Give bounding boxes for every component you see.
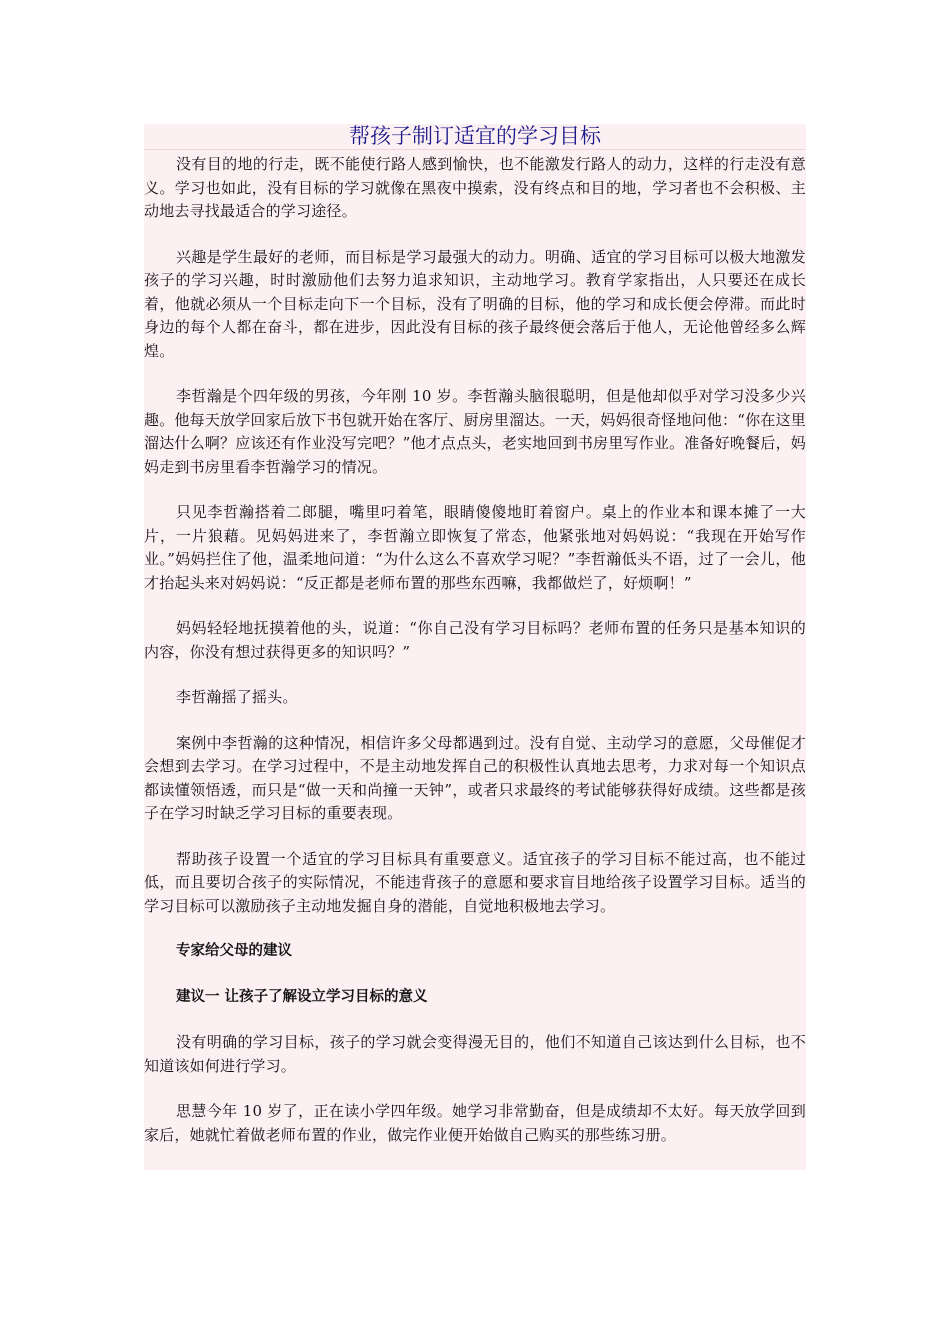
article [144, 124, 806, 1170]
paragraph: 只见李哲瀚搭着二郎腿，嘴里叼着笔，眼睛傻傻地盯着窗户。桌上的作业本和课本摊了一大片，一片狼藉。见妈妈进来了，李哲瀚立即恢复了常态，他紧张地对妈妈说：“我现在开始写作业。”妈妈拦住了他，温柔地问道：“为什么这么不喜欢学习呢？”李哲瀚低头不语，过了一会儿，他才抬起头来对妈妈说：“反正都是老师布置的那些东西嘛，我都做烂了，好烦啊！” [144, 503, 806, 592]
paragraph: 思慧今年 10 岁了，正在读小学四年级。她学习非常勤奋，但是成绩却不太好。每天放学回到家后，她就忙着做老师布置的作业，做完作业便开始做自己购买的那些练习册。 [144, 1102, 806, 1144]
article-body [144, 150, 806, 1147]
document-title: 帮孩子制订适宜的学习目标 [144, 124, 806, 150]
paragraph: 没有明确的学习目标，孩子的学习就会变得漫无目的，他们不知道自己该达到什么目标，也不知道该如何进行学习。 [144, 1033, 806, 1075]
paragraph: 兴趣是学生最好的老师，而目标是学习最强大的动力。明确、适宜的学习目标可以极大地激发孩子的学习兴趣，时时激励他们去努力追求知识，主动地学习。教育学家指出，人只要还在成长着，他就必须从一个目标走向下一个目标，没有了明确的目标，他的学习和成长便会停滞。而此时身边的每个人都在奋斗，都在进步，因此没有目标的孩子最终便会落后于他人，无论他曾经多么辉煌。 [144, 247, 806, 360]
paragraph: 帮助孩子设置一个适宜的学习目标具有重要意义。适宜孩子的学习目标不能过高，也不能过低，而且要切合孩子的实际情况，不能违背孩子的意愿和要求盲目地给孩子设置学习目标。适当的学习目标可以激励孩子主动地发掘自身的潜能，自觉地积极地去学习。 [144, 849, 806, 915]
paragraph: 案例中李哲瀚的这种情况，相信许多父母都遇到过。没有自觉、主动学习的意愿，父母催促才会想到去学习。在学习过程中，不是主动地发挥自己的积极性认真地去思考，力求对每一个知识点都读懂领悟透，而只是“做一天和尚撞一天钟”，或者只求最终的考试能够获得好成绩。这些都是孩子在学习时缺乏学习目标的重要表现。 [144, 733, 806, 822]
section-heading: 专家给父母的建议 [176, 943, 292, 959]
paragraph: 李哲瀚摇了摇头。 [176, 688, 298, 706]
paragraph: 妈妈轻轻地抚摸着他的头，说道：“你自己没有学习目标吗？老师布置的任务只是基本知识的内容，你没有想过获得更多的知识吗？” [144, 619, 806, 661]
paragraph: 没有目的地的行走，既不能使行路人感到愉快，也不能激发行路人的动力，这样的行走没有意义。学习也如此，没有目标的学习就像在黑夜中摸索，没有终点和目的地，学习者也不会积极、主动地去寻找最适合的学习途径。 [144, 155, 806, 220]
paragraph: 李哲瀚是个四年级的男孩，今年刚 10 岁。李哲瀚头脑很聪明，但是他却似乎对学习没多少兴趣。他每天放学回家后放下书包就开始在客厅、厨房里溜达。一天，妈妈很奇怪地问他：“你在这里溜达什么啊？应该还有作业没写完吧？”他才点点头，老实地回到书房里写作业。准备好晚餐后，妈妈走到书房里看李哲瀚学习的情况。 [144, 387, 806, 476]
subsection-heading: 建议一 让孩子了解设立学习目标的意义 [176, 988, 428, 1005]
